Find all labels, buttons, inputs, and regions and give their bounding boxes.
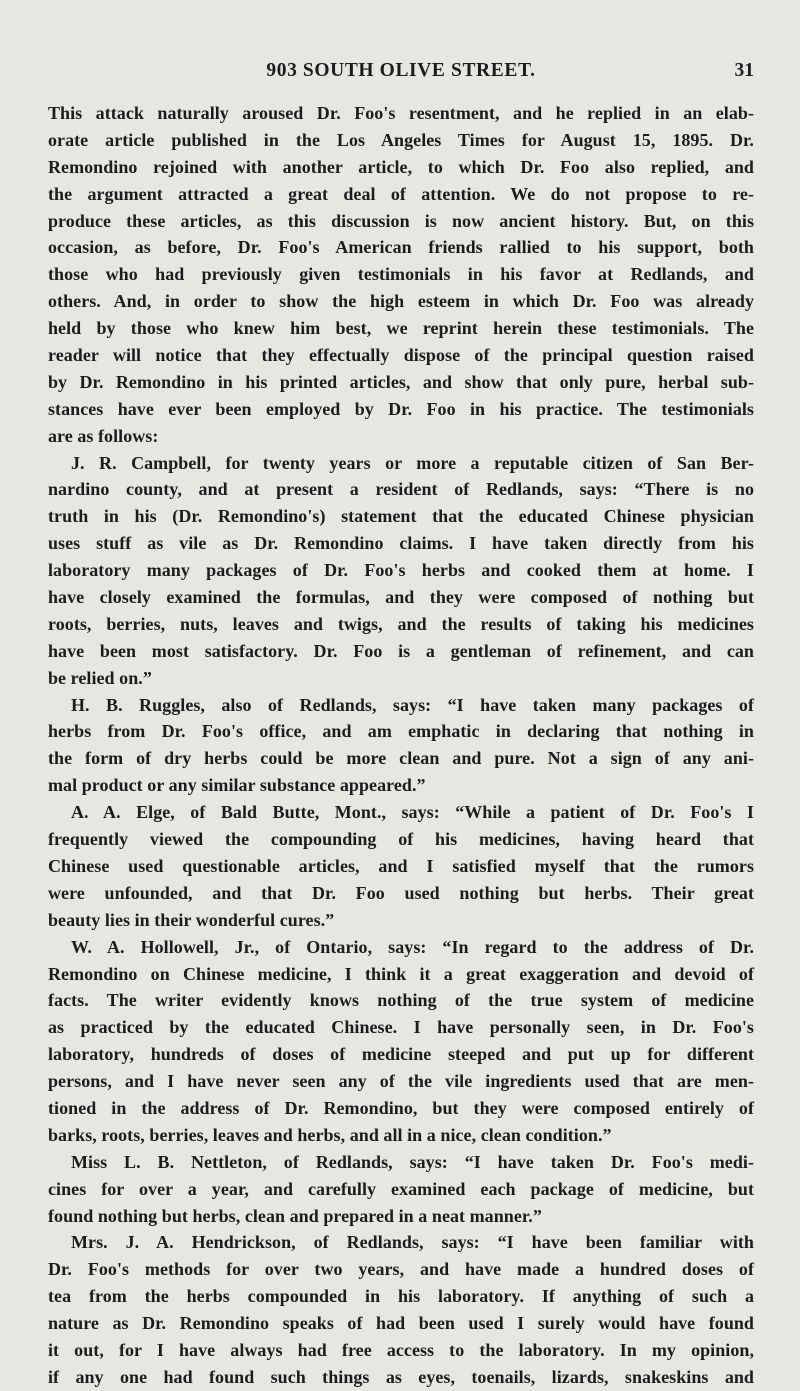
text-line: those who had previously given testimonials in his favor at Redlands, and: [48, 264, 754, 285]
text-line: by Dr. Remondino in his printed articles, and show that only pure, herbal sub-: [48, 371, 754, 392]
text-line: beauty lies in their wonderful cures.”: [48, 909, 335, 930]
text-line: herbs from Dr. Foo's office, and am emphatic in declaring that nothing in: [48, 721, 754, 742]
text-line: barks, roots, berries, leaves and herbs, and all in a nice, clean condition.”: [48, 1124, 612, 1145]
text-line: have been most satisfactory. Dr. Foo is a gentleman of refinement, and can: [48, 640, 754, 661]
text-line: uses stuff as vile as Dr. Remondino claims. I have taken directly from his: [48, 533, 754, 554]
text-line: if any one had found such things as eyes, toenails, lizards, snakeskins and: [48, 1366, 754, 1387]
text-line: tea from the herbs compounded in his laboratory. If anything of such a: [48, 1286, 754, 1307]
text-line: Remondino rejoined with another article, to which Dr. Foo also replied, and: [48, 156, 754, 177]
book-page: [0, 60, 800, 1387]
text-line: held by those who knew him best, we reprint herein these testimonials. The: [48, 318, 754, 339]
text-line: J. R. Campbell, for twenty years or more a reputable citizen of San Ber-: [71, 452, 754, 473]
body-text: [48, 100, 754, 1391]
text-line: Chinese used questionable articles, and I satisfied myself that the rumors: [48, 855, 754, 876]
text-line: Miss L. B. Nettleton, of Redlands, says: “I have taken Dr. Foo's medi-: [71, 1151, 754, 1172]
text-line: This attack naturally aroused Dr. Foo's resentment, and he replied in an elab-: [48, 103, 754, 123]
text-line: stances have ever been employed by Dr. Foo in his practice. The testimonials: [48, 398, 754, 419]
text-line: W. A. Hollowell, Jr., of Ontario, says: “In regard to the address of Dr.: [71, 936, 754, 957]
text-line: Dr. Foo's methods for over two years, and have made a hundred doses of: [48, 1259, 754, 1280]
text-line: A. A. Elge, of Bald Butte, Mont., says: “While a patient of Dr. Foo's I: [71, 802, 754, 823]
text-line: laboratory, hundreds of doses of medicine steeped and put up for different: [48, 1044, 754, 1065]
text-line: persons, and I have never seen any of the vile ingredients used that are men-: [48, 1071, 754, 1092]
text-line: found nothing but herbs, clean and prepared in a neat manner.”: [48, 1205, 542, 1226]
text-line: the form of dry herbs could be more clean and pure. Not a sign of any ani-: [48, 748, 754, 769]
text-line: were unfounded, and that Dr. Foo used nothing but herbs. Their great: [48, 882, 754, 903]
text-line: others. And, in order to show the high esteem in which Dr. Foo was already: [48, 291, 754, 312]
text-line: truth in his (Dr. Remondino's) statement that the educated Chinese physician: [48, 506, 754, 527]
text-line: cines for over a year, and carefully examined each package of medicine, but: [48, 1178, 754, 1199]
text-line: mal product or any similar substance appeared.”: [48, 775, 426, 796]
text-line: produce these articles, as this discussion is now ancient history. But, on this: [48, 210, 754, 231]
text-line: it out, for I have always had free access to the laboratory. In my opinion,: [48, 1339, 754, 1360]
text-line: are as follows:: [48, 425, 159, 446]
text-line: occasion, as before, Dr. Foo's American friends rallied to his support, both: [48, 237, 754, 258]
text-line: have closely examined the formulas, and they were composed of nothing but: [48, 587, 754, 608]
text-line: nardino county, and at present a resident of Redlands, says: “There is no: [48, 479, 754, 500]
text-line: facts. The writer evidently knows nothing of the true system of medicine: [48, 990, 754, 1011]
text-line: laboratory many packages of Dr. Foo's herbs and cooked them at home. I: [48, 560, 754, 581]
text-line: Remondino on Chinese medicine, I think it a great exaggeration and devoid of: [48, 963, 754, 984]
text-line: the argument attracted a great deal of attention. We do not propose to re-: [48, 183, 754, 204]
text-line: as practiced by the educated Chinese. I have personally seen, in Dr. Foo's: [48, 1017, 754, 1038]
running-head: [48, 60, 754, 92]
text-line: nature as Dr. Remondino speaks of had been used I surely would have found: [48, 1313, 754, 1334]
text-line: reader will notice that they effectually dispose of the principal question raised: [48, 345, 754, 366]
text-line: Mrs. J. A. Hendrickson, of Redlands, says: “I have been familiar with: [71, 1232, 754, 1253]
text-line: tioned in the address of Dr. Remondino, but they were composed entirely of: [48, 1097, 754, 1118]
text-line: H. B. Ruggles, also of Redlands, says: “I have taken many packages of: [71, 694, 754, 715]
page-number: 31: [734, 60, 754, 81]
text-line: be relied on.”: [48, 667, 152, 688]
running-head-title: 903 SOUTH OLIVE STREET.: [266, 60, 536, 81]
text-line: frequently viewed the compounding of his medicines, having heard that: [48, 829, 754, 850]
text-line: roots, berries, nuts, leaves and twigs, and the results of taking his medicines: [48, 613, 754, 634]
text-line: orate article published in the Los Angeles Times for August 15, 1895. Dr.: [48, 129, 754, 150]
